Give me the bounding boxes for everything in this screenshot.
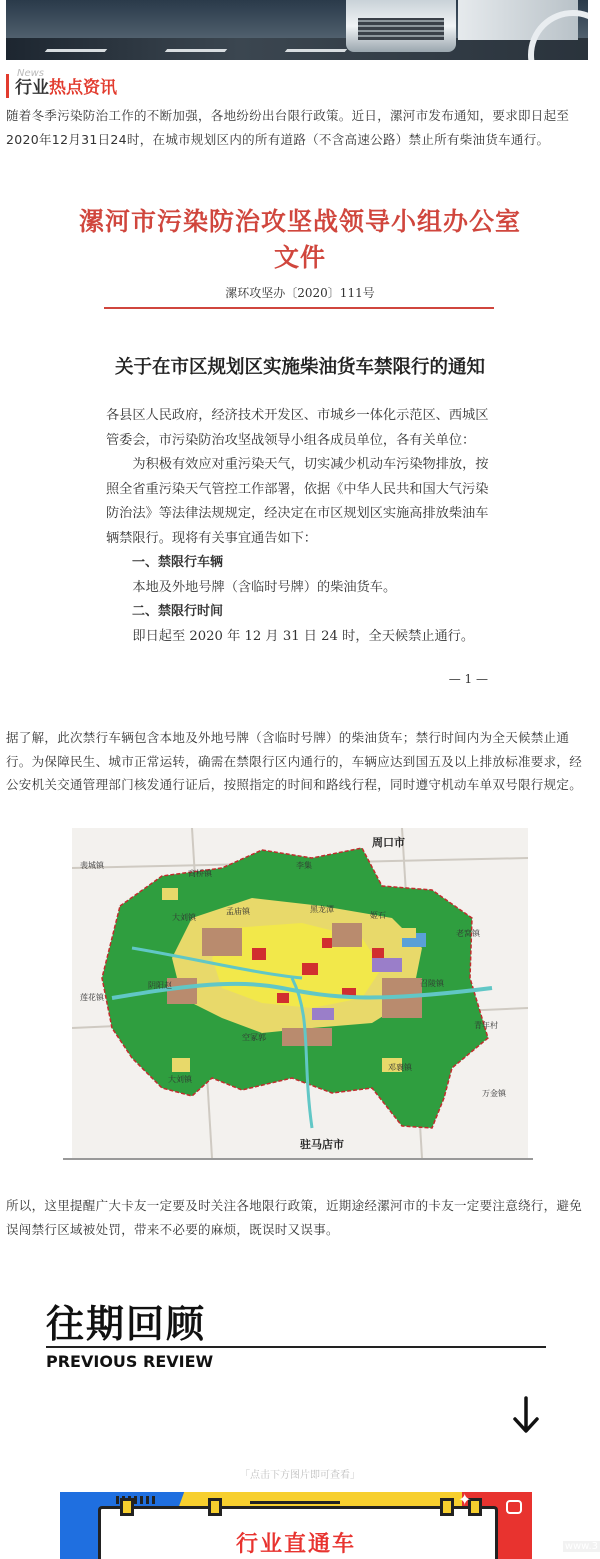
map-label: 老窝镇 xyxy=(456,929,480,938)
section-heading xyxy=(6,70,117,98)
previous-review-subtitle: PREVIOUS REVIEW xyxy=(46,1352,214,1371)
map-label: 空冢郭 xyxy=(242,1033,266,1042)
map-label: 裴城镇 xyxy=(80,861,104,870)
map-label-zhoukou: 周口市 xyxy=(372,836,405,849)
industry-express-card[interactable] xyxy=(60,1492,532,1559)
lane-mark xyxy=(165,49,228,52)
doc-section-2: 二、禁限行时间 xyxy=(132,604,224,619)
banner-image xyxy=(6,0,588,60)
map-label: 商桥镇 xyxy=(188,869,212,878)
doc-page-number: — 1 — xyxy=(448,672,488,686)
map-label-zhumadian: 驻马店市 xyxy=(300,1138,344,1151)
map-underline xyxy=(63,1158,533,1160)
card-clip xyxy=(440,1498,454,1516)
doc-number: 漯环攻坚办〔2020〕111号 xyxy=(225,286,375,300)
card-clip xyxy=(208,1498,222,1516)
map-label: 姬石 xyxy=(370,911,386,920)
detail-paragraph: 据了解，此次禁行车辆包含本地及外地号牌（含临时号牌）的柴油货车；禁行时间内为全天候禁止通行。为保障民生、城市正常运转，确需在禁限行区内通行的，车辆应达到国五及以上排放标准要求，经公安机关交通管理部门核发通行证后，按照指定的时间和路线行程，同时遵守机动车单双号限行规定。 xyxy=(6,730,583,792)
doc-section-1-text: 本地及外地号牌（含临时号牌）的柴油货车。 xyxy=(132,579,397,595)
map-label: 黑龙潭 xyxy=(310,905,334,914)
map-label: 邓襄镇 xyxy=(388,1063,412,1072)
map-label: 青年村 xyxy=(474,1021,498,1030)
map-label: 阴阳赵 xyxy=(148,981,172,990)
map-label: 莲花镇 xyxy=(80,993,104,1002)
previous-review-rule xyxy=(46,1346,546,1348)
map-label: 大刘镇 xyxy=(168,1075,192,1084)
doc-header: 漯河市污染防治攻坚战领导小组办公室文件 xyxy=(78,207,521,272)
card-line xyxy=(250,1501,340,1504)
map-label: 李集 xyxy=(296,861,312,870)
arrow-down-icon xyxy=(512,1396,540,1436)
intro-paragraph: 随着冬季污染防治工作的不断加强，各地纷纷出台限行政策。近日，漯河市发布通知，要求即日起至2020年12月31日24时，在城市规划区内的所有道路（不含高速公路）禁止所有柴油货车通行。 xyxy=(6,108,570,147)
doc-body xyxy=(106,404,498,649)
doc-red-rule xyxy=(104,307,494,309)
map-label: 万金镇 xyxy=(482,1089,506,1098)
card-title: 行业直通车 xyxy=(235,1532,356,1557)
map-label: 召陵镇 xyxy=(420,979,444,988)
map-label: 大刘镇 xyxy=(172,913,196,922)
heading-part1: 行业 xyxy=(15,78,49,98)
restriction-zone-map xyxy=(72,828,528,1158)
doc-addressees: 各县区人民政府，经济技术开发区、市城乡一体化示范区、西城区管委会，市污染防治攻坚战领导小组各成员单位，各有关单位： xyxy=(106,408,489,448)
sparkle-icon: ✦ xyxy=(458,1492,472,1509)
truck-grille xyxy=(358,18,444,40)
click-hint: 「点击下方图片即可查看」 xyxy=(240,1470,360,1481)
doc-section-2-text: 即日起至 2020 年 12 月 31 日 24 时，全天候禁止通行。 xyxy=(132,628,475,644)
previous-review-title: 往期回顾 xyxy=(46,1302,207,1346)
lane-mark xyxy=(45,49,108,52)
doc-section-1: 一、禁限行车辆 xyxy=(132,555,224,570)
doc-title: 关于在市区规划区实施柴油货车禁限行的通知 xyxy=(114,357,485,378)
watermark: www.3 xyxy=(564,1541,598,1552)
heading-bar xyxy=(6,74,9,98)
chat-icon xyxy=(506,1500,522,1514)
map-label: 孟庙镇 xyxy=(226,907,250,916)
lane-mark xyxy=(285,49,348,52)
notice-document-image xyxy=(70,180,530,700)
doc-text: 为积极有效应对重污染天气，切实减少机动车污染物排放，按照全省重污染天气管控工作部署，依据《中华人民共和国大气污染防治法》等法律法规规定，经决定在市区规划区实施高排放柴油车辆禁限行。现将有关事宜通告如下： xyxy=(106,457,489,546)
card-clip xyxy=(120,1498,134,1516)
news-tag: News xyxy=(17,68,45,79)
heading-part2: 热点资讯 xyxy=(49,78,117,98)
reminder-paragraph: 所以，这里提醒广大卡友一定要及时关注各地限行政策，近期途经漯河市的卡友一定要注意绕行，避免误闯禁行区域被处罚，带来不必要的麻烦，既误时又误事。 xyxy=(6,1198,583,1237)
